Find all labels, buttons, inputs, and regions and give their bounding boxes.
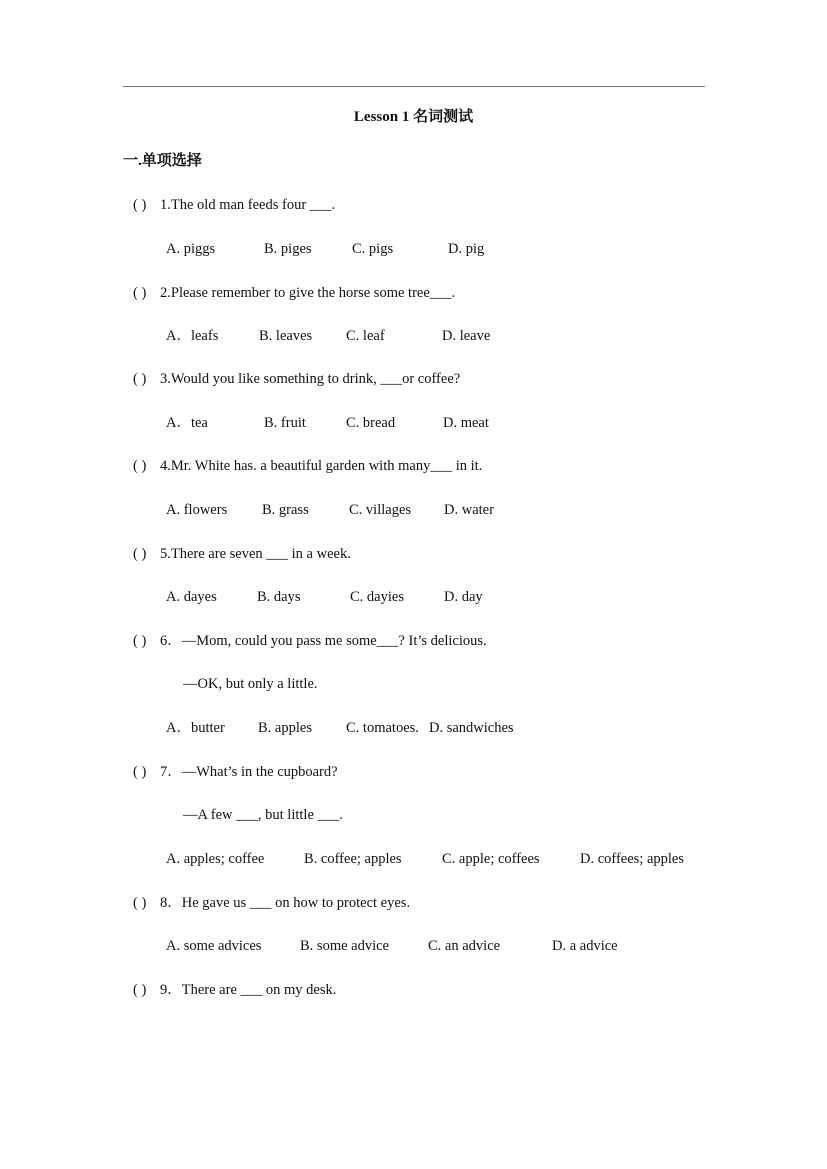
header-rule xyxy=(123,86,705,87)
question-6-reply: —OK, but only a little. xyxy=(183,676,318,692)
option-c: C. bread xyxy=(346,415,396,431)
question-4 xyxy=(133,457,482,475)
option-c: C. pigs xyxy=(352,241,394,257)
question-stem: 1.The old man feeds four ___. xyxy=(160,197,336,213)
option-a: A. dayes xyxy=(166,589,217,605)
option-d: D. coffees; apples xyxy=(580,851,685,867)
answer-parens: ( ) xyxy=(133,895,147,911)
answer-parens: ( ) xyxy=(133,546,147,562)
option-a: A．leafs xyxy=(166,328,219,344)
option-a: A. piggs xyxy=(166,241,216,257)
answer-parens: ( ) xyxy=(133,285,147,301)
option-c: C. an advice xyxy=(428,938,501,954)
option-b: B. leaves xyxy=(259,328,313,344)
question-2 xyxy=(133,284,455,302)
answer-parens: ( ) xyxy=(133,371,147,387)
question-3 xyxy=(133,370,460,388)
page-title: Lesson 1 名词测试 xyxy=(353,109,474,125)
answer-parens: ( ) xyxy=(133,764,147,780)
option-a: A．butter xyxy=(166,720,225,736)
answer-parens: ( ) xyxy=(133,197,147,213)
option-b: B. some advice xyxy=(300,938,389,954)
section-heading: 一.单项选择 xyxy=(123,153,202,169)
option-c: C. tomatoes. xyxy=(346,720,419,736)
option-b: B. coffee; apples xyxy=(304,851,402,867)
question-9 xyxy=(133,981,336,999)
option-b: B. apples xyxy=(258,720,312,736)
question-stem: 9．There are ___ on my desk. xyxy=(160,982,337,998)
option-a: A. flowers xyxy=(166,502,228,518)
answer-parens: ( ) xyxy=(133,633,147,649)
option-d: D. pig xyxy=(448,241,485,257)
option-a: A．tea xyxy=(166,415,208,431)
option-d: D. day xyxy=(444,589,483,605)
option-d: D. leave xyxy=(442,328,491,344)
question-stem: 5.There are seven ___ in a week. xyxy=(160,546,351,562)
option-c: C. leaf xyxy=(346,328,385,344)
option-c: C. villages xyxy=(349,502,412,518)
question-stem: 4.Mr. White has. a beautiful garden with many___ in it. xyxy=(160,458,483,474)
question-stem: 8．He gave us ___ on how to protect eyes. xyxy=(160,895,411,911)
option-b: B. piges xyxy=(264,241,312,257)
option-a: A. some advices xyxy=(166,938,262,954)
answer-parens: ( ) xyxy=(133,458,147,474)
option-c: C. dayies xyxy=(350,589,404,605)
question-7 xyxy=(133,763,338,781)
option-b: B. grass xyxy=(262,502,309,518)
answer-parens: ( ) xyxy=(133,982,147,998)
option-d: D. a advice xyxy=(552,938,618,954)
option-a: A. apples; coffee xyxy=(166,851,265,867)
question-1 xyxy=(133,196,335,214)
question-7-reply: —A few ___, but little ___. xyxy=(183,807,343,823)
question-8 xyxy=(133,894,410,912)
option-c: C. apple; coffees xyxy=(442,851,540,867)
question-stem: 6．—Mom, could you pass me some___? It’s delicious. xyxy=(160,633,487,649)
question-5 xyxy=(133,545,351,563)
option-b: B. days xyxy=(257,589,301,605)
question-stem: 2.Please remember to give the horse some tree___. xyxy=(160,285,456,301)
option-d: D. meat xyxy=(443,415,489,431)
option-b: B. fruit xyxy=(264,415,306,431)
question-stem: 3.Would you like something to drink, ___or coffee? xyxy=(160,371,461,387)
question-stem: 7．—What’s in the cupboard? xyxy=(160,764,338,780)
option-d: D. water xyxy=(444,502,494,518)
option-d: D. sandwiches xyxy=(429,720,514,736)
question-6 xyxy=(133,632,487,650)
